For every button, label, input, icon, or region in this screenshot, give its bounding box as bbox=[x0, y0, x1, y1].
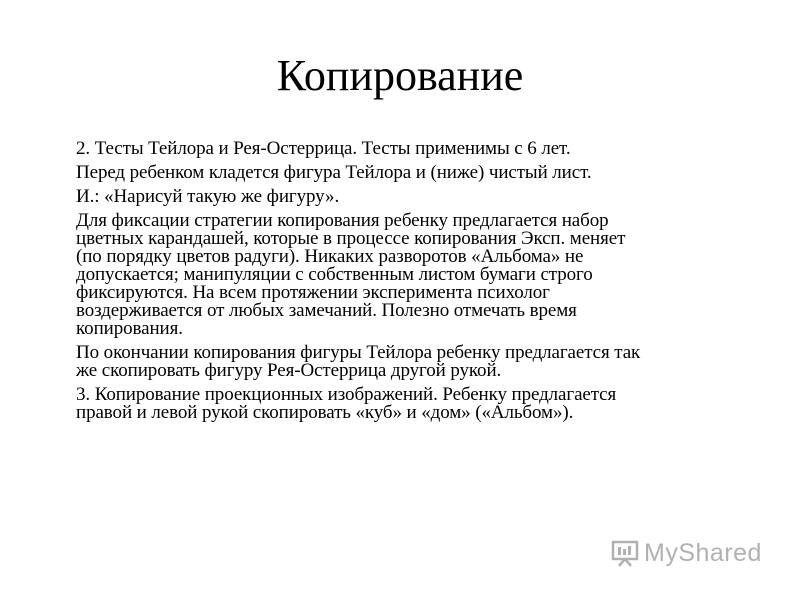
text-line: И.: «Нарисуй такую же фигуру». bbox=[76, 186, 340, 207]
paragraph-tests bbox=[76, 140, 756, 158]
text-line: 2. Тесты Тейлора и Рея-Остеррица. Тесты применимы с 6 лет. bbox=[76, 138, 571, 159]
paragraph-strategy bbox=[76, 212, 756, 338]
paragraph-other-hand bbox=[76, 344, 756, 380]
text-line: же скопировать фигуру Рея-Остеррица другой рукой. bbox=[76, 360, 502, 381]
text-line: воздерживается от любых замечаний. Полезно отмечать время bbox=[76, 300, 577, 321]
slide-body bbox=[76, 140, 756, 428]
paragraph-projection bbox=[76, 386, 756, 422]
text-line: цветных карандашей, которые в процессе копирования Эксп. меняет bbox=[76, 228, 626, 249]
text-line: фиксируются. На всем протяжении эксперимента психолог bbox=[76, 282, 550, 303]
text-line: правой и левой рукой скопировать «куб» и «дом» («Альбом»). bbox=[76, 402, 574, 423]
presentation-board-icon bbox=[610, 538, 640, 568]
text-line: копирования. bbox=[76, 318, 183, 339]
text-line: По окончании копирования фигуры Тейлора ребенку предлагается так bbox=[76, 342, 641, 363]
text-line: Для фиксации стратегии копирования ребенку предлагается набор bbox=[76, 210, 609, 231]
text-line: Перед ребенком кладется фигура Тейлора и (ниже) чистый лист. bbox=[76, 162, 592, 183]
slide-title: Копирование bbox=[276, 51, 524, 100]
paragraph-instruction bbox=[76, 188, 756, 206]
watermark bbox=[610, 538, 762, 568]
text-line: (по порядку цветов радуги). Никаких разворотов «Альбома» не bbox=[76, 246, 584, 267]
paragraph-setup bbox=[76, 164, 756, 182]
text-line: допускается; манипуляции с собственным листом бумаги строго bbox=[76, 264, 593, 285]
watermark-text: MyShared bbox=[644, 538, 762, 567]
text-line: 3. Копирование проекционных изображений. Ребенку предлагается bbox=[76, 384, 617, 405]
